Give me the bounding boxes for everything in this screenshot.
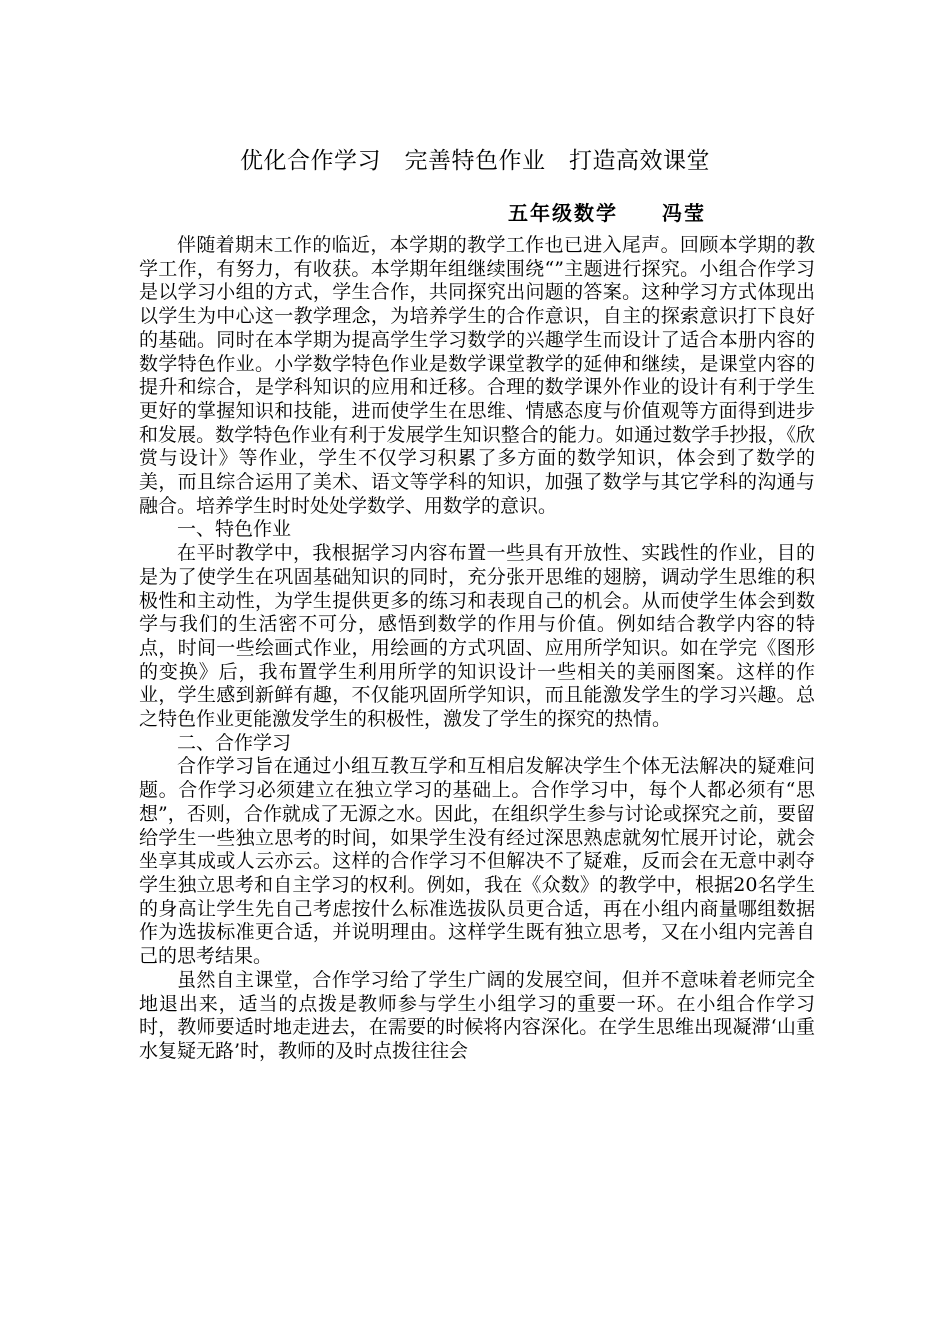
body-paragraph: 合作学习旨在通过小组互教互学和互相启发解决学生个体无法解决的疑难问题。合作学习必须建立在独立学习的基础上。合作学习中，每个人都必须有“思想”，否则，合作就成了无源之水。因此，在组织学生参与讨论或探究之前，要留给学生一些独立思考的时间，如果学生没有经过深思熟虑就匆忙展开讨论，就会坐享其成或人云亦云。这样的合作学习不但解决不了疑难，反而会在无意中剥夺学生独立思考和自主学习的权利。例如，我在《众数》的教学中，根据20名学生的身高让学生先自己考虑按什么标准选拔队员更合适，再在小组内商量哪组数据作为选拔标准更合适，并说明理由。这样学生既有独立思考，又在小组内完善自己的思考结果。 <box>139 755 815 968</box>
body-paragraph: 在平时教学中，我根据学习内容布置一些具有开放性、实践性的作业，目的是为了使学生在巩固基础知识的同时，充分张开思维的翅膀，调动学生思维的积极性和主动性，为学生提供更多的练习和表现自己的机会。从而使学生体会到数学与我们的生活密不可分，感悟到数学的作用与价值。例如结合教学内容的特点，时间一些绘画式作业，用绘画的方式巩固、应用所学知识。如在学完《图形的变换》后，我布置学生利用所学的知识设计一些相关的美丽图案。这样的作业，学生感到新鲜有趣，不仅能巩固所学知识，而且能激发学生的学习兴趣。总之特色作业更能激发学生的积极性，激发了学生的探究的热情。 <box>139 542 815 731</box>
author-byline: 五年级数学 冯莹 <box>508 201 706 225</box>
document-body <box>139 234 815 1064</box>
body-paragraph: 虽然自主课堂，合作学习给了学生广阔的发展空间，但并不意味着老师完全地退出来，适当的点拨是教师参与学生小组学习的重要一环。在小组合作学习时，教师要适时地走进去，在需要的时候将内容深化。在学生思维出现凝滞‘山重水复疑无路’时，教师的及时点拨往往会 <box>139 968 815 1062</box>
body-paragraph: 伴随着期末工作的临近，本学期的教学工作也已进入尾声。回顾本学期的教学工作，有努力，有收获。本学期年组继续围绕“”主题进行探究。小组合作学习是以学习小组的方式，学生合作，共同探究出问题的答案。这种学习方式体现出以学生为中心这一教学理念，为培养学生的合作意识，自主的探索意识打下良好的基础。同时在本学期为提高学生学习数学的兴趣学生而设计了适合本册内容的数学特色作业。小学数学特色作业是数学课堂教学的延伸和继续，是课堂内容的提升和综合，是学科知识的应用和迁移。合理的数学课外作业的设计有利于学生更好的掌握知识和技能，进而使学生在思维、情感态度与价值观等方面得到进步和发展。数学特色作业有利于发展学生知识整合的能力。如通过数学手抄报，《欣赏与设计》等作业，学生不仅学习积累了多方面的数学知识，体会到了数学的美，而且综合运用了美术、语文等学科的知识，加强了数学与其它学科的沟通与融合。培养学生时时处处学数学、用数学的意识。 <box>139 234 815 517</box>
section-heading: 一、特色作业 <box>177 518 292 541</box>
document-title: 优化合作学习 完善特色作业 打造高效课堂 <box>240 148 710 174</box>
section-heading: 二、合作学习 <box>177 731 292 754</box>
